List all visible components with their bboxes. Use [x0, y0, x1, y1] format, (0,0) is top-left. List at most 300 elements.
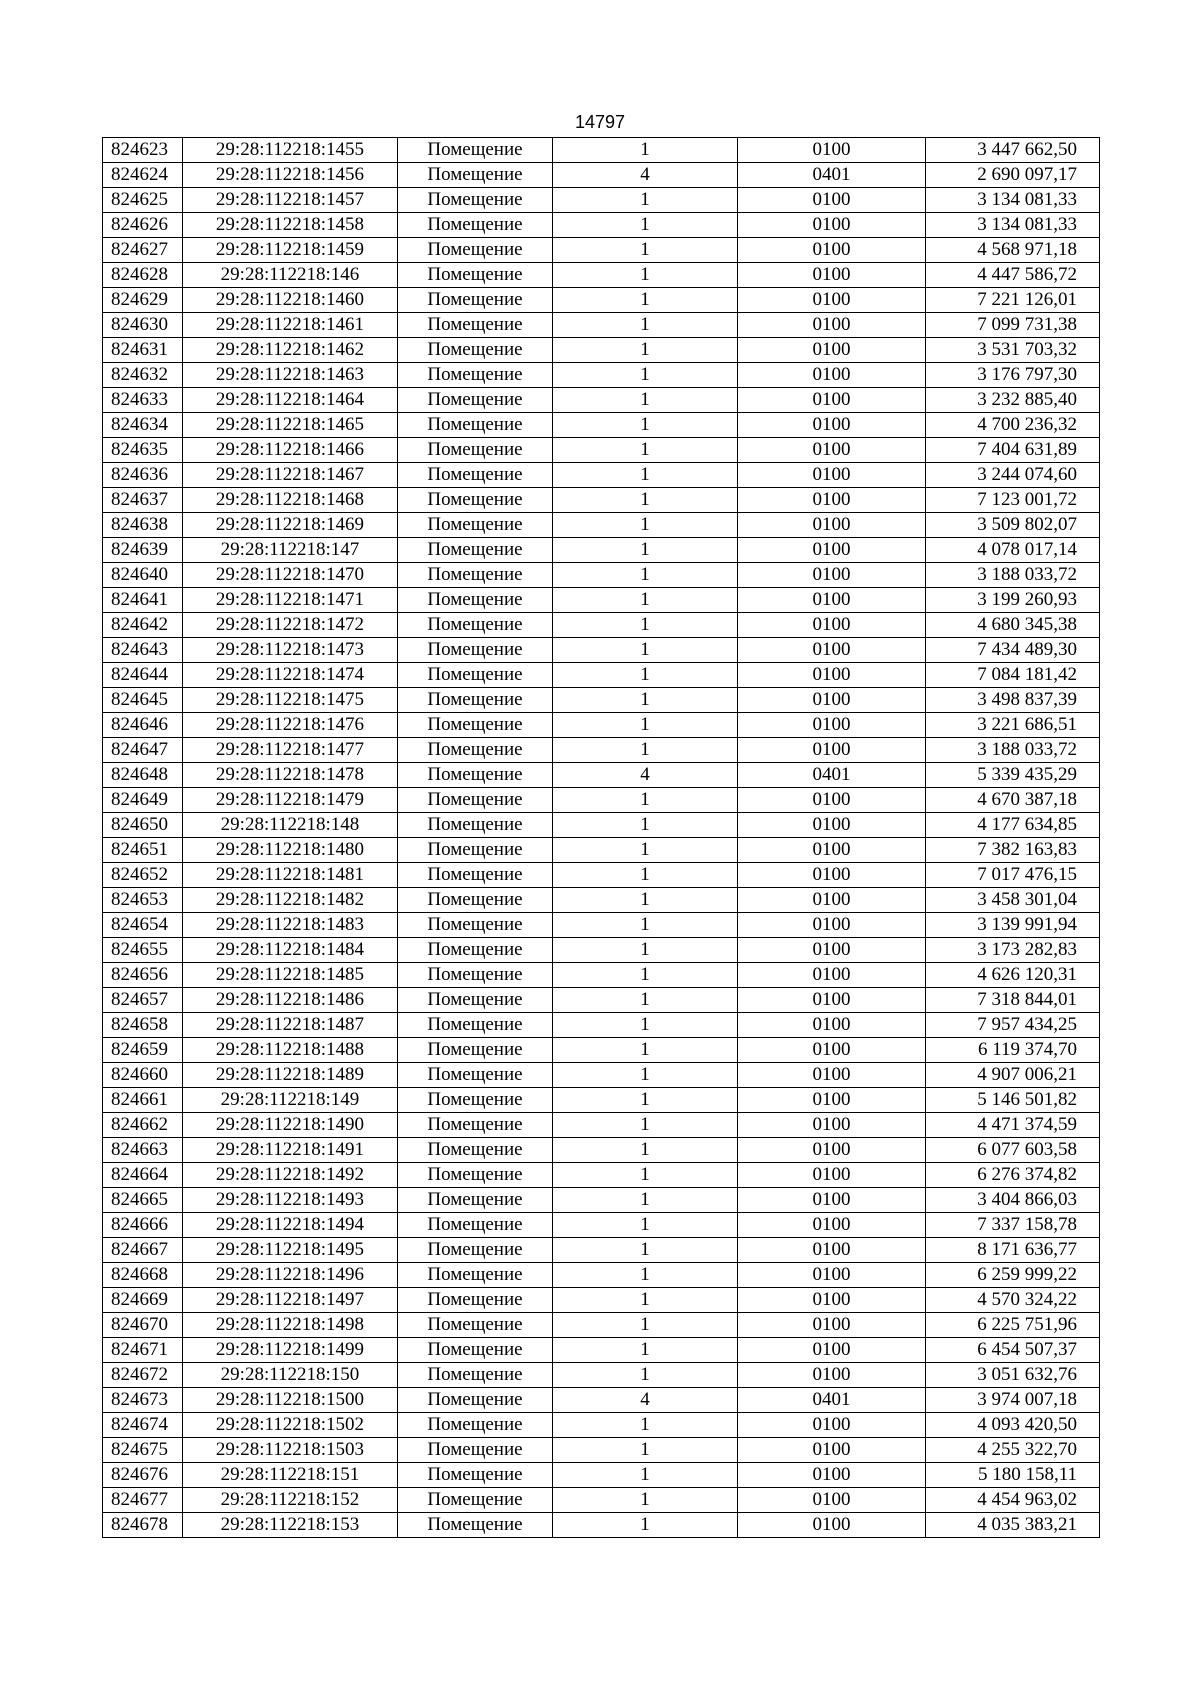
row-id-cell: 824649: [103, 788, 183, 813]
group-code-cell: 0100: [738, 413, 926, 438]
table-row: [103, 238, 1100, 263]
cadastral-number-cell: 29:28:112218:1487: [183, 1013, 398, 1038]
cadastral-value-cell: 7 957 434,25: [926, 1013, 1100, 1038]
cadastral-number-cell: 29:28:112218:1473: [183, 638, 398, 663]
cadastral-number-cell: 29:28:112218:149: [183, 1088, 398, 1113]
object-type-cell: Помещение: [398, 363, 553, 388]
object-type-cell: Помещение: [398, 813, 553, 838]
code-cell: 1: [553, 313, 738, 338]
row-id-cell: 824658: [103, 1013, 183, 1038]
cadastral-number-cell: 29:28:112218:1455: [183, 138, 398, 163]
group-code-cell: 0100: [738, 713, 926, 738]
row-id-cell: 824647: [103, 738, 183, 763]
cadastral-value-cell: 3 188 033,72: [926, 563, 1100, 588]
group-code-cell: 0100: [738, 638, 926, 663]
code-cell: 1: [553, 1413, 738, 1438]
group-code-cell: 0100: [738, 813, 926, 838]
table-row: [103, 288, 1100, 313]
row-id-cell: 824653: [103, 888, 183, 913]
object-type-cell: Помещение: [398, 838, 553, 863]
row-id-cell: 824632: [103, 363, 183, 388]
cadastral-number-cell: 29:28:112218:1502: [183, 1413, 398, 1438]
code-cell: 1: [553, 838, 738, 863]
table-row: [103, 663, 1100, 688]
object-type-cell: Помещение: [398, 238, 553, 263]
object-type-cell: Помещение: [398, 1113, 553, 1138]
table-row: [103, 713, 1100, 738]
object-type-cell: Помещение: [398, 1263, 553, 1288]
table-row: [103, 488, 1100, 513]
row-id-cell: 824640: [103, 563, 183, 588]
cadastral-value-cell: 5 339 435,29: [926, 763, 1100, 788]
object-type-cell: Помещение: [398, 138, 553, 163]
cadastral-number-cell: 29:28:112218:1486: [183, 988, 398, 1013]
cadastral-number-cell: 29:28:112218:1496: [183, 1263, 398, 1288]
cadastral-number-cell: 29:28:112218:1495: [183, 1238, 398, 1263]
cadastral-number-cell: 29:28:112218:146: [183, 263, 398, 288]
page-number: 14797: [574, 112, 626, 132]
row-id-cell: 824660: [103, 1063, 183, 1088]
group-code-cell: 0100: [738, 1263, 926, 1288]
cadastral-value-cell: 3 176 797,30: [926, 363, 1100, 388]
cadastral-value-cell: 4 093 420,50: [926, 1413, 1100, 1438]
object-type-cell: Помещение: [398, 913, 553, 938]
code-cell: 4: [553, 1388, 738, 1413]
row-id-cell: 824672: [103, 1363, 183, 1388]
table-row: [103, 1513, 1100, 1538]
row-id-cell: 824651: [103, 838, 183, 863]
code-cell: 1: [553, 138, 738, 163]
code-cell: 1: [553, 913, 738, 938]
object-type-cell: Помещение: [398, 463, 553, 488]
cadastral-value-cell: 4 447 586,72: [926, 263, 1100, 288]
cadastral-number-cell: 29:28:112218:1489: [183, 1063, 398, 1088]
cadastral-value-cell: 6 259 999,22: [926, 1263, 1100, 1288]
cadastral-value-cell: 3 447 662,50: [926, 138, 1100, 163]
code-cell: 1: [553, 938, 738, 963]
code-cell: 1: [553, 688, 738, 713]
code-cell: 1: [553, 388, 738, 413]
table-row: [103, 763, 1100, 788]
cadastral-number-cell: 29:28:112218:1476: [183, 713, 398, 738]
object-type-cell: Помещение: [398, 1513, 553, 1538]
cadastral-number-cell: 29:28:112218:1499: [183, 1338, 398, 1363]
cadastral-value-cell: 3 404 866,03: [926, 1188, 1100, 1213]
code-cell: 1: [553, 1313, 738, 1338]
object-type-cell: Помещение: [398, 713, 553, 738]
cadastral-number-cell: 29:28:112218:1494: [183, 1213, 398, 1238]
cadastral-value-cell: 3 498 837,39: [926, 688, 1100, 713]
row-id-cell: 824629: [103, 288, 183, 313]
cadastral-value-cell: 3 232 885,40: [926, 388, 1100, 413]
row-id-cell: 824668: [103, 1263, 183, 1288]
object-type-cell: Помещение: [398, 1238, 553, 1263]
object-type-cell: Помещение: [398, 488, 553, 513]
code-cell: 1: [553, 788, 738, 813]
code-cell: 1: [553, 1513, 738, 1538]
group-code-cell: 0100: [738, 238, 926, 263]
object-type-cell: Помещение: [398, 963, 553, 988]
table-row: [103, 913, 1100, 938]
object-type-cell: Помещение: [398, 638, 553, 663]
group-code-cell: 0100: [738, 613, 926, 638]
cadastral-number-cell: 29:28:112218:1467: [183, 463, 398, 488]
cadastral-value-cell: 3 051 632,76: [926, 1363, 1100, 1388]
object-type-cell: Помещение: [398, 1413, 553, 1438]
group-code-cell: 0100: [738, 738, 926, 763]
table-row: [103, 1288, 1100, 1313]
cadastral-value-cell: 6 077 603,58: [926, 1138, 1100, 1163]
cadastral-value-cell: 4 454 963,02: [926, 1488, 1100, 1513]
group-code-cell: 0100: [738, 263, 926, 288]
cadastral-number-cell: 29:28:112218:1460: [183, 288, 398, 313]
group-code-cell: 0100: [738, 1488, 926, 1513]
cadastral-number-cell: 29:28:112218:1483: [183, 913, 398, 938]
code-cell: 1: [553, 1238, 738, 1263]
row-id-cell: 824654: [103, 913, 183, 938]
row-id-cell: 824671: [103, 1338, 183, 1363]
cadastral-value-cell: 7 318 844,01: [926, 988, 1100, 1013]
row-id-cell: 824657: [103, 988, 183, 1013]
group-code-cell: 0100: [738, 913, 926, 938]
code-cell: 1: [553, 613, 738, 638]
code-cell: 1: [553, 1063, 738, 1088]
object-type-cell: Помещение: [398, 538, 553, 563]
row-id-cell: 824670: [103, 1313, 183, 1338]
code-cell: 1: [553, 263, 738, 288]
code-cell: 1: [553, 288, 738, 313]
table-row: [103, 1163, 1100, 1188]
row-id-cell: 824652: [103, 863, 183, 888]
code-cell: 1: [553, 1213, 738, 1238]
table-row: [103, 188, 1100, 213]
cadastral-number-cell: 29:28:112218:151: [183, 1463, 398, 1488]
cadastral-value-cell: 3 458 301,04: [926, 888, 1100, 913]
table-row: [103, 1488, 1100, 1513]
object-type-cell: Помещение: [398, 938, 553, 963]
cadastral-number-cell: 29:28:112218:1477: [183, 738, 398, 763]
group-code-cell: 0100: [738, 313, 926, 338]
code-cell: 1: [553, 538, 738, 563]
cadastral-value-cell: 3 134 081,33: [926, 213, 1100, 238]
table-row: [103, 1463, 1100, 1488]
code-cell: 1: [553, 863, 738, 888]
object-type-cell: Помещение: [398, 1013, 553, 1038]
cadastral-number-cell: 29:28:112218:1474: [183, 663, 398, 688]
code-cell: 1: [553, 413, 738, 438]
code-cell: 1: [553, 663, 738, 688]
cadastral-number-cell: 29:28:112218:153: [183, 1513, 398, 1538]
cadastral-number-cell: 29:28:112218:1491: [183, 1138, 398, 1163]
table-row: [103, 788, 1100, 813]
cadastral-value-cell: 6 276 374,82: [926, 1163, 1100, 1188]
cadastral-value-cell: 7 017 476,15: [926, 863, 1100, 888]
table-row: [103, 363, 1100, 388]
row-id-cell: 824646: [103, 713, 183, 738]
code-cell: 1: [553, 1138, 738, 1163]
group-code-cell: 0100: [738, 1013, 926, 1038]
cadastral-number-cell: 29:28:112218:1459: [183, 238, 398, 263]
group-code-cell: 0100: [738, 213, 926, 238]
row-id-cell: 824674: [103, 1413, 183, 1438]
cadastral-value-cell: 3 974 007,18: [926, 1388, 1100, 1413]
code-cell: 1: [553, 563, 738, 588]
row-id-cell: 824676: [103, 1463, 183, 1488]
cadastral-number-cell: 29:28:112218:1472: [183, 613, 398, 638]
code-cell: 1: [553, 1263, 738, 1288]
row-id-cell: 824678: [103, 1513, 183, 1538]
table-row: [103, 613, 1100, 638]
row-id-cell: 824631: [103, 338, 183, 363]
cadastral-number-cell: 29:28:112218:1470: [183, 563, 398, 588]
cadastral-number-cell: 29:28:112218:150: [183, 1363, 398, 1388]
object-type-cell: Помещение: [398, 163, 553, 188]
table-row: [103, 1313, 1100, 1338]
table-row: [103, 1238, 1100, 1263]
cadastral-number-cell: 29:28:112218:1471: [183, 588, 398, 613]
cadastral-value-cell: 7 382 163,83: [926, 838, 1100, 863]
object-type-cell: Помещение: [398, 1363, 553, 1388]
row-id-cell: 824643: [103, 638, 183, 663]
code-cell: 1: [553, 1438, 738, 1463]
object-type-cell: Помещение: [398, 613, 553, 638]
cadastral-value-cell: 5 146 501,82: [926, 1088, 1100, 1113]
row-id-cell: 824648: [103, 763, 183, 788]
object-type-cell: Помещение: [398, 1138, 553, 1163]
table-row: [103, 438, 1100, 463]
cadastral-number-cell: 29:28:112218:1463: [183, 363, 398, 388]
cadastral-value-cell: 4 177 634,85: [926, 813, 1100, 838]
table-row: [103, 1063, 1100, 1088]
table-row: [103, 963, 1100, 988]
table-row: [103, 738, 1100, 763]
object-type-cell: Помещение: [398, 988, 553, 1013]
table-row: [103, 688, 1100, 713]
group-code-cell: 0100: [738, 1138, 926, 1163]
cadastral-number-cell: 29:28:112218:1503: [183, 1438, 398, 1463]
row-id-cell: 824677: [103, 1488, 183, 1513]
group-code-cell: 0100: [738, 338, 926, 363]
code-cell: 1: [553, 438, 738, 463]
cadastral-number-cell: 29:28:112218:1458: [183, 213, 398, 238]
cadastral-number-cell: 29:28:112218:1475: [183, 688, 398, 713]
cadastral-value-cell: 7 099 731,38: [926, 313, 1100, 338]
code-cell: 1: [553, 363, 738, 388]
table-row: [103, 638, 1100, 663]
object-type-cell: Помещение: [398, 1163, 553, 1188]
row-id-cell: 824659: [103, 1038, 183, 1063]
row-id-cell: 824662: [103, 1113, 183, 1138]
code-cell: 1: [553, 813, 738, 838]
cadastral-value-cell: 6 225 751,96: [926, 1313, 1100, 1338]
object-type-cell: Помещение: [398, 413, 553, 438]
object-type-cell: Помещение: [398, 1288, 553, 1313]
table-row: [103, 563, 1100, 588]
object-type-cell: Помещение: [398, 288, 553, 313]
group-code-cell: 0100: [738, 513, 926, 538]
code-cell: 1: [553, 1038, 738, 1063]
row-id-cell: 824666: [103, 1213, 183, 1238]
cadastral-value-cell: 7 221 126,01: [926, 288, 1100, 313]
cadastral-value-cell: 4 680 345,38: [926, 613, 1100, 638]
table-row: [103, 938, 1100, 963]
group-code-cell: 0100: [738, 863, 926, 888]
table-row: [103, 1413, 1100, 1438]
cadastral-value-cell: 6 454 507,37: [926, 1338, 1100, 1363]
object-type-cell: Помещение: [398, 788, 553, 813]
table-row: [103, 263, 1100, 288]
object-type-cell: Помещение: [398, 863, 553, 888]
cadastral-value-cell: 3 134 081,33: [926, 188, 1100, 213]
cadastral-number-cell: 29:28:112218:1497: [183, 1288, 398, 1313]
table-row: [103, 463, 1100, 488]
group-code-cell: 0100: [738, 663, 926, 688]
group-code-cell: 0100: [738, 563, 926, 588]
registry-table: [102, 137, 1100, 1538]
row-id-cell: 824655: [103, 938, 183, 963]
cadastral-number-cell: 29:28:112218:1466: [183, 438, 398, 463]
table-row: [103, 1213, 1100, 1238]
cadastral-number-cell: 29:28:112218:152: [183, 1488, 398, 1513]
group-code-cell: 0401: [738, 1388, 926, 1413]
object-type-cell: Помещение: [398, 1388, 553, 1413]
code-cell: 1: [553, 188, 738, 213]
cadastral-value-cell: 8 171 636,77: [926, 1238, 1100, 1263]
group-code-cell: 0401: [738, 163, 926, 188]
cadastral-number-cell: 29:28:112218:1465: [183, 413, 398, 438]
cadastral-value-cell: 3 244 074,60: [926, 463, 1100, 488]
table-row: [103, 413, 1100, 438]
cadastral-value-cell: 4 078 017,14: [926, 538, 1100, 563]
table-row: [103, 1038, 1100, 1063]
row-id-cell: 824641: [103, 588, 183, 613]
row-id-cell: 824625: [103, 188, 183, 213]
cadastral-number-cell: 29:28:112218:1468: [183, 488, 398, 513]
code-cell: 1: [553, 1288, 738, 1313]
cadastral-number-cell: 29:28:112218:1478: [183, 763, 398, 788]
object-type-cell: Помещение: [398, 738, 553, 763]
object-type-cell: Помещение: [398, 1463, 553, 1488]
row-id-cell: 824637: [103, 488, 183, 513]
object-type-cell: Помещение: [398, 1313, 553, 1338]
row-id-cell: 824623: [103, 138, 183, 163]
cadastral-value-cell: 4 670 387,18: [926, 788, 1100, 813]
row-id-cell: 824669: [103, 1288, 183, 1313]
row-id-cell: 824633: [103, 388, 183, 413]
code-cell: 1: [553, 588, 738, 613]
table-row: [103, 1138, 1100, 1163]
code-cell: 1: [553, 1188, 738, 1213]
group-code-cell: 0100: [738, 1413, 926, 1438]
group-code-cell: 0100: [738, 138, 926, 163]
cadastral-number-cell: 29:28:112218:1498: [183, 1313, 398, 1338]
table-row: [103, 588, 1100, 613]
table-row: [103, 338, 1100, 363]
code-cell: 1: [553, 1363, 738, 1388]
row-id-cell: 824675: [103, 1438, 183, 1463]
cadastral-value-cell: 7 084 181,42: [926, 663, 1100, 688]
cadastral-number-cell: 29:28:112218:1485: [183, 963, 398, 988]
row-id-cell: 824627: [103, 238, 183, 263]
table-row: [103, 1113, 1100, 1138]
code-cell: 1: [553, 963, 738, 988]
table-row: [103, 538, 1100, 563]
cadastral-number-cell: 29:28:112218:1492: [183, 1163, 398, 1188]
table-row: [103, 888, 1100, 913]
code-cell: 1: [553, 213, 738, 238]
cadastral-value-cell: 3 188 033,72: [926, 738, 1100, 763]
code-cell: 1: [553, 463, 738, 488]
group-code-cell: 0100: [738, 1088, 926, 1113]
row-id-cell: 824661: [103, 1088, 183, 1113]
code-cell: 1: [553, 1488, 738, 1513]
code-cell: 4: [553, 163, 738, 188]
table-row: [103, 1438, 1100, 1463]
object-type-cell: Помещение: [398, 663, 553, 688]
cadastral-value-cell: 3 221 686,51: [926, 713, 1100, 738]
row-id-cell: 824644: [103, 663, 183, 688]
group-code-cell: 0100: [738, 788, 926, 813]
row-id-cell: 824636: [103, 463, 183, 488]
object-type-cell: Помещение: [398, 1188, 553, 1213]
table-row: [103, 838, 1100, 863]
group-code-cell: 0100: [738, 1188, 926, 1213]
group-code-cell: 0100: [738, 688, 926, 713]
cadastral-number-cell: 29:28:112218:1479: [183, 788, 398, 813]
table-row: [103, 1188, 1100, 1213]
group-code-cell: 0100: [738, 1163, 926, 1188]
group-code-cell: 0100: [738, 488, 926, 513]
group-code-cell: 0100: [738, 1438, 926, 1463]
object-type-cell: Помещение: [398, 388, 553, 413]
group-code-cell: 0100: [738, 1363, 926, 1388]
registry-table-body: [103, 138, 1100, 1538]
group-code-cell: 0100: [738, 463, 926, 488]
group-code-cell: 0100: [738, 1288, 926, 1313]
table-row: [103, 138, 1100, 163]
row-id-cell: 824638: [103, 513, 183, 538]
cadastral-value-cell: 3 173 282,83: [926, 938, 1100, 963]
table-row: [103, 1363, 1100, 1388]
cadastral-number-cell: 29:28:112218:1464: [183, 388, 398, 413]
cadastral-number-cell: 29:28:112218:1469: [183, 513, 398, 538]
group-code-cell: 0100: [738, 988, 926, 1013]
row-id-cell: 824665: [103, 1188, 183, 1213]
group-code-cell: 0100: [738, 1063, 926, 1088]
group-code-cell: 0100: [738, 438, 926, 463]
group-code-cell: 0100: [738, 1338, 926, 1363]
group-code-cell: 0100: [738, 1213, 926, 1238]
object-type-cell: Помещение: [398, 438, 553, 463]
row-id-cell: 824630: [103, 313, 183, 338]
code-cell: 1: [553, 713, 738, 738]
object-type-cell: Помещение: [398, 188, 553, 213]
cadastral-value-cell: 4 570 324,22: [926, 1288, 1100, 1313]
group-code-cell: 0100: [738, 1238, 926, 1263]
cadastral-value-cell: 4 568 971,18: [926, 238, 1100, 263]
cadastral-value-cell: 3 199 260,93: [926, 588, 1100, 613]
cadastral-number-cell: 29:28:112218:148: [183, 813, 398, 838]
cadastral-number-cell: 29:28:112218:147: [183, 538, 398, 563]
group-code-cell: 0100: [738, 1038, 926, 1063]
code-cell: 1: [553, 1113, 738, 1138]
row-id-cell: 824673: [103, 1388, 183, 1413]
group-code-cell: 0100: [738, 1113, 926, 1138]
row-id-cell: 824667: [103, 1238, 183, 1263]
cadastral-value-cell: 4 907 006,21: [926, 1063, 1100, 1088]
table-row: [103, 1088, 1100, 1113]
cadastral-number-cell: 29:28:112218:1480: [183, 838, 398, 863]
